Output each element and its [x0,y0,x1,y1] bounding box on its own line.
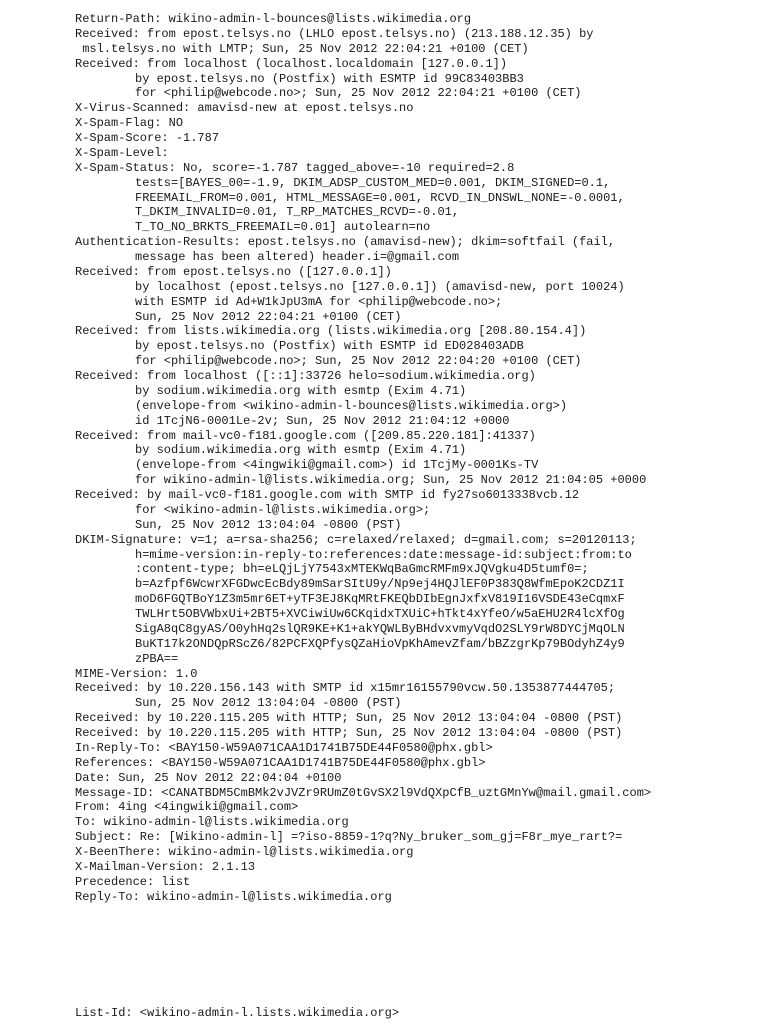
header-line: In-Reply-To: <BAY150-W59A071CAA1D1741B75DE44F0580@phx.gbl> [75,740,493,755]
header-continuation-line: for wikino-admin-l@lists.wikimedia.org; Sun, 25 Nov 2012 21:04:05 +0000 [135,473,647,488]
header-continuation-line: by epost.telsys.no (Postfix) with ESMTP id 99C83403BB3 [135,71,524,86]
header-line: References: <BAY150-W59A071CAA1D1741B75DE44F0580@phx.gbl> [75,755,486,770]
header-continuation-line: for <philip@webcode.no>; Sun, 25 Nov 2012 22:04:20 +0100 (CET) [135,354,582,369]
header-line: Received: by 10.220.115.205 with HTTP; Sun, 25 Nov 2012 13:04:04 -0800 (PST) [75,726,623,740]
header-line: X-Virus-Scanned: amavisd-new at epost.telsys.no [75,101,414,116]
header-continuation-line: Sun, 25 Nov 2012 13:04:04 -0800 (PST) [135,517,402,532]
header-line: MIME-Version: 1.0 [75,666,198,681]
header-continuation-line: FREEMAIL_FROM=0.001, HTML_MESSAGE=0.001, RCVD_IN_DNSWL_NONE=-0.0001, [135,190,625,205]
header-continuation-line: message has been altered) header.i=@gmail.com [135,250,460,264]
header-line: Reply-To: wikino-admin-l@lists.wikimedia.org [75,889,392,904]
header-continuation-line: Sun, 25 Nov 2012 22:04:21 +0100 (CET) [135,309,402,324]
header-continuation-line: id 1TcjN6-0001Le-2v; Sun, 25 Nov 2012 21:04:12 +0000 [135,413,510,428]
header-line: X-Spam-Status: No, score=-1.787 tagged_above=-10 required=2.8 [75,160,515,175]
header-line: Date: Sun, 25 Nov 2012 22:04:04 +0100 [75,770,342,785]
header-continuation-line: TWLHrt5OBVWbxUi+2BT5+XVCiwiUw6CKqidxTXUiC+hTkt4xYfeO/w5aEHU2R4lcXfOg [135,607,625,621]
header-continuation-line: h=mime-version:in-reply-to:references:date:message-id:subject:from:to [135,547,632,562]
email-headers-block [75,12,765,905]
header-line: Received: from localhost (localhost.localdomain [127.0.0.1]) [75,56,508,71]
header-line: Received: from lists.wikimedia.org (lists.wikimedia.org [208.80.154.4]) [75,324,587,339]
header-continuation-line: b=Azfpf6WcwrXFGDwcEcBdy89mSarSItU9y/Np9ej4HQJlEF0P383Q8WfmEpoK2CDZ1I [135,577,625,592]
header-continuation-line: T_DKIM_INVALID=0.01, T_RP_MATCHES_RCVD=-0.01, [135,205,460,220]
header-line: From: 4ing <4ingwiki@gmail.com> [75,800,299,815]
header-line: Received: from epost.telsys.no (LHLO epost.telsys.no) (213.188.12.35) by [75,26,594,41]
header-continuation-line: by localhost (epost.telsys.no [127.0.0.1]) (amavisd-new, port 10024) [135,279,625,294]
header-line: List-Id: <wikino-admin-l.lists.wikimedia.org> [75,1006,400,1020]
header-line: Received: from epost.telsys.no ([127.0.0.1]) [75,264,392,279]
header-continuation-line: BuKT17k2ONDQpRScZ6/82PCFXQPfysQZaHioVpKhAmevZfam/bBZzgrKp79BOdyhZ4y9 [135,636,625,651]
header-continuation-line: for <wikino-admin-l@lists.wikimedia.org>; [135,502,431,517]
header-continuation-line: by epost.telsys.no (Postfix) with ESMTP id ED028403ADB [135,339,524,354]
header-continuation-line: with ESMTP id Ad+W1kJpU3mA for <philip@webcode.no>; [135,294,503,309]
header-continuation-line: (envelope-from <4ingwiki@gmail.com>) id 1TcjMy-0001Ks-TV [135,458,539,473]
header-line: Received: by mail-vc0-f181.google.com with SMTP id fy27so6013338vcb.12 [75,488,580,502]
header-line: X-Mailman-Version: 2.1.13 [75,859,256,874]
header-continuation-line: moD6FGQTBoY1Z3m5mr6ET+yTF3EJ8KqMRtFKEQbDIbEgnJxfxV819I16VSDE43eCqmxF [135,592,625,607]
header-continuation-line: SigA8qC8gyAS/O0yhHq2slQR9KE+K1+akYQWLByBHdvxvmyVqdO2SLY9rW8DYCjMqOLN [135,621,625,636]
header-line: Received: by 10.220.115.205 with HTTP; Sun, 25 Nov 2012 13:04:04 -0800 (PST) [75,711,623,726]
header-line: X-Spam-Score: -1.787 [75,131,220,145]
email-headers-footer-block [75,1006,765,1021]
header-line: Received: from mail-vc0-f181.google.com ([209.85.220.181]:41337) [75,428,536,443]
header-continuation-line: for <philip@webcode.no>; Sun, 25 Nov 2012 22:04:21 +0100 (CET) [135,86,582,101]
header-continuation-line: by sodium.wikimedia.org with esmtp (Exim 4.71) [135,443,467,458]
header-line: X-Spam-Flag: NO [75,116,184,131]
header-continuation-line: :content-type; bh=eLQjLjY7543xMTEKWqBaGmcRMFm9xJQVgku4D5tumf0=; [135,562,589,577]
header-line: X-Spam-Level: [75,145,169,160]
header-line: X-BeenThere: wikino-admin-l@lists.wikimedia.org [75,845,414,859]
header-continuation-line: T_TO_NO_BRKTS_FREEMAIL=0.01] autolearn=no [135,220,431,235]
header-continuation-line: zPBA== [135,651,179,666]
header-line: Message-ID: <CANATBDM5CmBMk2vJVZr9RUmZ0tGvSX2l9VdQXpCfB_uztGMnYw@mail.gmail.com> [75,785,652,800]
header-line: Received: by 10.220.156.143 with SMTP id x15mr16155790vcw.50.1353877444705; [75,681,616,696]
header-line: DKIM-Signature: v=1; a=rsa-sha256; c=relaxed/relaxed; d=gmail.com; s=20120113; [75,532,637,547]
header-continuation-line: by sodium.wikimedia.org with esmtp (Exim 4.71) [135,383,467,398]
header-continuation-line: Sun, 25 Nov 2012 13:04:04 -0800 (PST) [135,696,402,711]
header-line: Precedence: list [75,874,191,889]
header-line: Received: from localhost ([::1]:33726 helo=sodium.wikimedia.org) [75,369,536,383]
header-line: Subject: Re: [Wikino-admin-l] =?iso-8859-1?q?Ny_bruker_som_gj=F8r_mye_rart?= [75,830,623,845]
header-line: To: wikino-admin-l@lists.wikimedia.org [75,815,349,830]
header-line: Authentication-Results: epost.telsys.no (amavisd-new); dkim=softfail (fail, [75,235,616,250]
header-line: msl.telsys.no with LMTP; Sun, 25 Nov 2012 22:04:21 +0100 (CET) [75,41,529,56]
header-continuation-line: tests=[BAYES_00=-1.9, DKIM_ADSP_CUSTOM_MED=0.001, DKIM_SIGNED=0.1, [135,175,611,190]
header-continuation-line: (envelope-from <wikino-admin-l-bounces@lists.wikimedia.org>) [135,398,568,413]
header-line: Return-Path: wikino-admin-l-bounces@lists.wikimedia.org [75,12,472,26]
